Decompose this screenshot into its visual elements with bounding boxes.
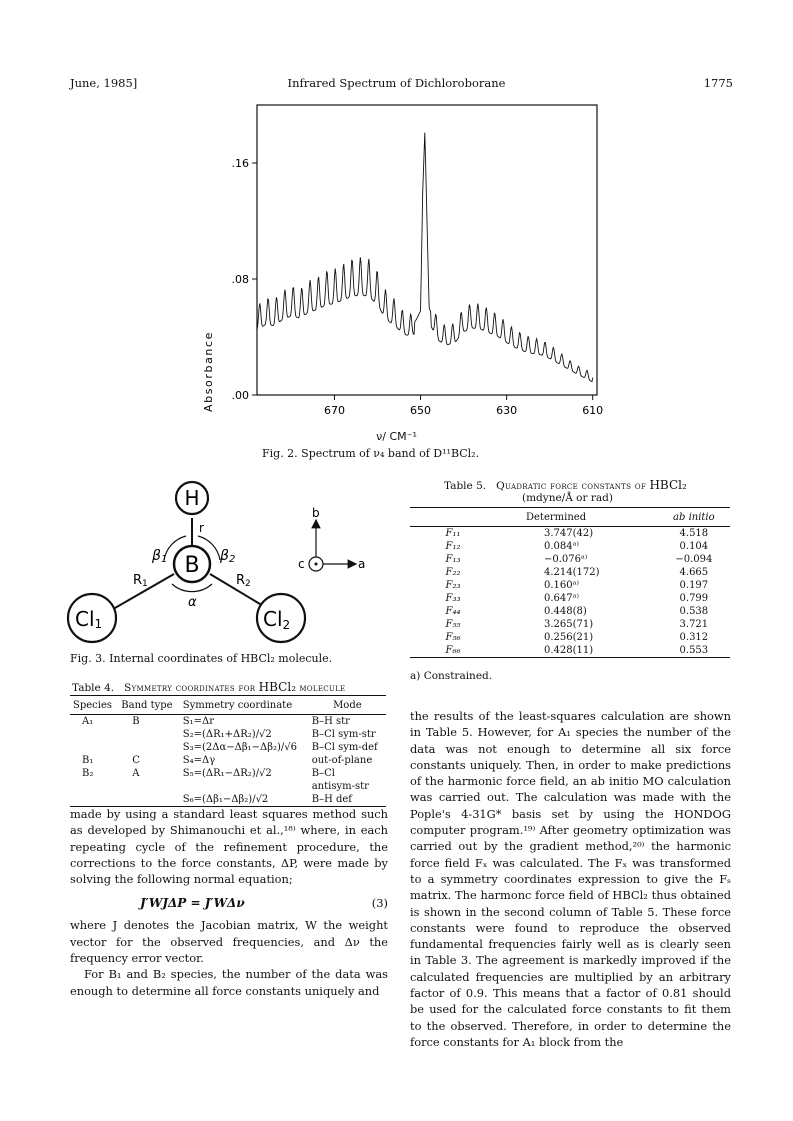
- table5-cell: 4.214(172): [544, 567, 600, 578]
- label-R1: R1: [133, 573, 148, 589]
- axis-c-label: c: [298, 557, 305, 571]
- table5-row: [410, 553, 730, 566]
- table5-row: [410, 579, 730, 592]
- table5-cell: F₆₆: [445, 645, 461, 656]
- table4-cell: antisym-str: [311, 781, 369, 792]
- table4-cell: [118, 793, 179, 806]
- table4-cell: S₄=Δγ: [182, 755, 216, 766]
- table5-cell: F₅₆: [445, 632, 461, 643]
- table4-cell: B₂: [82, 768, 94, 779]
- table5-cell: −0.094: [675, 554, 713, 565]
- table5-unit: (mdyne/Å or rad): [522, 492, 613, 504]
- table4-header-row: Species Band type Symmetry coordinate Mode: [70, 696, 386, 715]
- table5-cell: 4.665: [679, 567, 709, 578]
- table4-cell: [70, 741, 118, 754]
- table5-cell: 3.265(71): [544, 619, 594, 630]
- table4-cell: S₃=(2Δα−Δβ₁−Δβ₂)/√6: [182, 742, 298, 753]
- molecule-diagram: [60, 478, 400, 660]
- table5-cell: F₄₄: [445, 606, 461, 617]
- table4-cell: S₆=(Δβ₁−Δβ₂)/√2: [182, 794, 269, 805]
- table4-cell: B–Cl sym-str: [311, 729, 376, 740]
- table4-cell: B–Cl sym-def: [311, 742, 378, 753]
- table5-cell: 0.160ᵃ⁾: [544, 580, 579, 591]
- arc-alpha: [172, 584, 212, 592]
- equation-3: [70, 887, 388, 917]
- table5-cell: F₅₅: [445, 619, 461, 630]
- equation-text: J′WJΔP = J′WΔν: [140, 896, 245, 911]
- atom-b-label: B: [184, 553, 200, 578]
- table5-header-row: Determined ab initio: [410, 508, 730, 527]
- table5-title: Table 5. Quadratic force constants of HBCl₂: [444, 478, 687, 492]
- table4-cell: C: [132, 755, 140, 766]
- table4-row: [70, 728, 386, 741]
- table5-row: [410, 605, 730, 618]
- table5-cell: F₂₃: [445, 580, 461, 591]
- table5-cell: 3.747(42): [544, 528, 594, 539]
- table5-cell: 0.104: [679, 541, 709, 552]
- table4-cell: A: [132, 768, 140, 779]
- fig3-caption: Fig. 3. Internal coordinates of HBCl₂ molecule.: [70, 652, 333, 665]
- left-paragraph-2: where J denotes the Jacobian matrix, W the weight vector for the observed frequencies, and Δν the frequency error vector.: [70, 918, 388, 966]
- table4-cell: [118, 728, 179, 741]
- fig2-caption: Fig. 2. Spectrum of ν₄ band of D¹¹BCl₂.: [262, 447, 480, 460]
- table4: [70, 695, 386, 807]
- table5-cell: F₁₂: [445, 541, 461, 552]
- label-beta2: β2: [220, 548, 236, 565]
- left-paragraph-3: For B₁ and B₂ species, the number of the data was enough to determine all force constants uniquely and: [70, 967, 388, 998]
- atom-cl2-label: Cl2: [263, 607, 291, 632]
- header-page-number: 1775: [703, 76, 733, 90]
- header-title: Infrared Spectrum of Dichloroborane: [287, 76, 506, 90]
- table4-cell: S₂=(ΔR₁+ΔR₂)/√2: [182, 729, 272, 740]
- table5-cell: F₁₁: [445, 528, 461, 539]
- table4-row: [70, 793, 386, 806]
- table5-cell: 0.197: [679, 580, 709, 591]
- table5-row: [410, 644, 730, 657]
- chart-ylabel: Absorbance: [202, 330, 215, 412]
- table4-cell: [118, 780, 179, 793]
- spectrum-line: [257, 133, 593, 382]
- table5-cell: F₂₂: [445, 567, 461, 578]
- table4-row: [70, 715, 386, 729]
- label-r: r: [199, 521, 204, 535]
- table4-cell: [70, 780, 118, 793]
- label-beta1: β1: [152, 548, 168, 565]
- label-alpha: α: [188, 595, 197, 610]
- table5-row: [410, 540, 730, 553]
- table4-cell: B: [132, 716, 140, 727]
- table5-row: [410, 592, 730, 605]
- y-tick-label: .08: [231, 273, 249, 286]
- right-paragraph-1: the results of the least-squares calculation are shown in Table 5. However, for A₁ species the number of the data was not enough to determine all six force constants uniquely. Then, in order to make predictions of the harmonic force field, an ab initio MO calculation was carried out. The calculation was made with the Pople's 4-31G* basis set by using the HONDOG computer program.¹⁹⁾ After geometry optimization was carried out by the gradient method,²⁰⁾ the harmonic force field Fₓ was calculated. The Fₓ was transformed to a symmetry coordinates expression to give the Fₛ matrix. The harmonc force field of HBCl₂ thus obtained is shown in the second column of Table 5. These force constants were found to reproduce the observed fundamental frequencies fairly well as is clearly seen in Table 3. The agreement is markedly improved if the calculated frequencies are multiplied by an arbitrary factor of 0.9. This means that a factor of 0.81 should be used for the calculated force constants to fit them to the observed. Therefore, in order to determine the force constants for A₁ block from the: [410, 709, 731, 1049]
- table5-footnote: a) Constrained.: [410, 670, 493, 682]
- table4-row: [70, 780, 386, 793]
- table5-cell: 0.647ᵃ⁾: [544, 593, 579, 604]
- table4-cell: out-of-plane: [311, 755, 373, 766]
- table5-cell: F₁₃: [445, 554, 461, 565]
- table4-title: Table 4. Symmetry coordinates for HBCl₂ molecule: [72, 680, 346, 694]
- axis-b-label: b: [312, 506, 320, 520]
- table5-cell: 0.799: [679, 593, 709, 604]
- axis-c-dot: [315, 563, 318, 566]
- atom-cl1-label: Cl1: [75, 607, 103, 631]
- spectrum-chart: [195, 100, 625, 430]
- table5-cell: 0.256(21): [544, 632, 594, 643]
- table5-row: [410, 566, 730, 579]
- x-tick-label: 610: [582, 404, 604, 417]
- table5-cell: F₃₃: [445, 593, 461, 604]
- x-tick-label: 670: [323, 404, 345, 417]
- y-tick-label: .00: [231, 389, 249, 402]
- table4-row: [70, 767, 386, 780]
- plot-frame: [257, 105, 597, 395]
- table4-cell: [70, 793, 118, 806]
- axis-a-label: a: [358, 557, 366, 571]
- atom-h-label: H: [184, 486, 200, 510]
- table5-cell: 0.448(8): [544, 606, 587, 617]
- table4-cell: A₁: [82, 716, 94, 727]
- chart-xlabel: ν/ CM⁻¹: [376, 430, 417, 443]
- table5-row: [410, 527, 730, 541]
- left-paragraph-1: made by using a standard least squares method such as developed by Shimanouchi et al.,¹⁸⁾ where, in each repeating cycle of the refinement procedure, the corrections to the force constants, ΔP, were made by solving the following normal equation;: [70, 807, 388, 887]
- y-tick-label: .16: [231, 157, 249, 170]
- table5-cell: 0.084ᵃ⁾: [544, 541, 579, 552]
- table5-cell: 4.518: [679, 528, 709, 539]
- left-column-text: [70, 806, 388, 999]
- table4-cell: B₁: [82, 755, 94, 766]
- table4-cell: [118, 741, 179, 754]
- table5-row: [410, 631, 730, 644]
- table4-cell: S₁=Δr: [182, 716, 214, 727]
- table5-cell: 3.721: [679, 619, 709, 630]
- label-R2: R2: [236, 573, 251, 589]
- x-tick-label: 630: [496, 404, 518, 417]
- table4-cell: S₅=(ΔR₁−ΔR₂)/√2: [182, 768, 272, 779]
- table5-cell: 0.553: [679, 645, 709, 656]
- table5-row: [410, 618, 730, 631]
- header-left: June, 1985]: [70, 76, 138, 90]
- table5: [410, 507, 730, 658]
- table4-cell: B–H def: [311, 794, 352, 805]
- table4-cell: B–Cl: [311, 768, 335, 779]
- table4-cell: B–H str: [311, 716, 350, 727]
- table5-cell: −0.076ᵃ⁾: [544, 554, 588, 565]
- table5-cell: 0.428(11): [544, 645, 594, 656]
- table5-cell: 0.312: [679, 632, 709, 643]
- right-column-text: [410, 708, 731, 1050]
- table4-row: [70, 741, 386, 754]
- table4-cell: [70, 728, 118, 741]
- x-tick-label: 650: [410, 404, 432, 417]
- table5-cell: 0.538: [679, 606, 709, 617]
- table4-cell: [180, 780, 309, 793]
- equation-number: (3): [371, 896, 388, 911]
- table4-row: [70, 754, 386, 767]
